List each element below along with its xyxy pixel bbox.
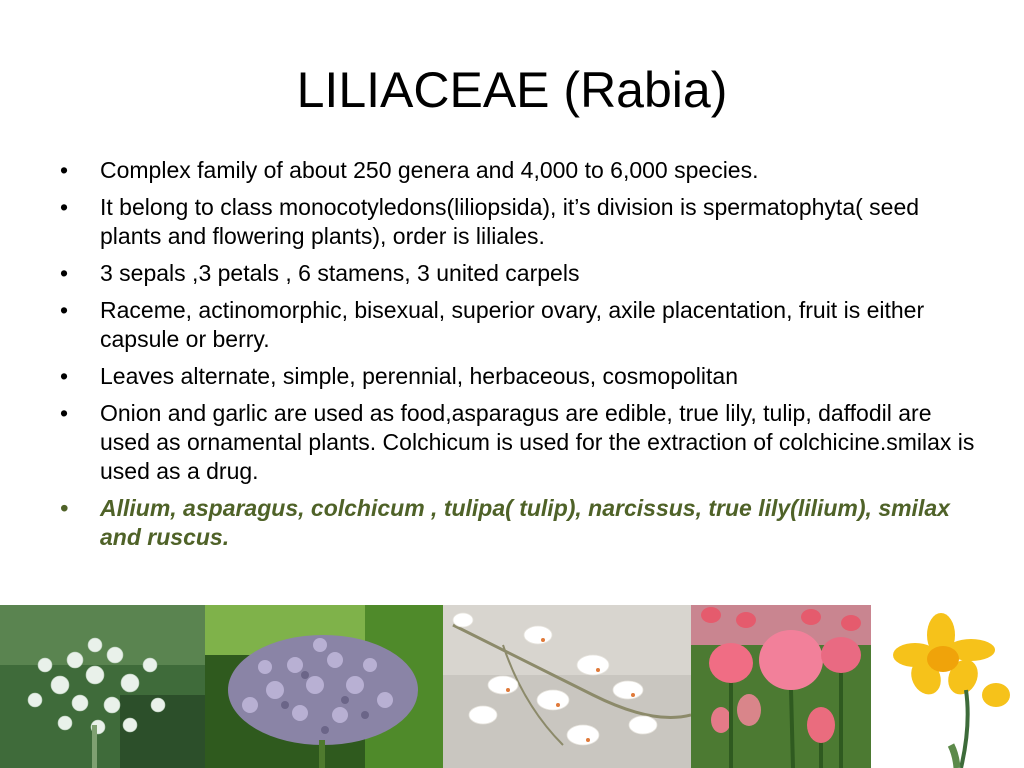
slide-title: LILIACEAE (Rabia) xyxy=(296,62,728,118)
photo-strip xyxy=(0,605,1024,768)
white-asparagus-flower-icon xyxy=(443,605,691,768)
bullet-item xyxy=(56,362,976,391)
bullet-item-highlight xyxy=(56,494,976,552)
bullet-text: Onion and garlic are used as food,asparagus are edible, true lily, tulip, daffodil are used as ornamental plants. Colchicum is used for the extraction of colchicine.smilax is used as a drug. xyxy=(100,400,975,484)
bullet-item xyxy=(56,259,976,288)
bullet-symbol: • xyxy=(60,157,69,183)
bullet-text: Raceme, actinomorphic, bisexual, superior ovary, axile placentation, fruit is either capsule or berry. xyxy=(100,297,925,352)
bullet-symbol: • xyxy=(60,297,69,323)
white-allium-flower-icon xyxy=(0,605,205,768)
bullet-text: 3 sepals ,3 petals , 6 stamens, 3 united carpels xyxy=(100,260,580,286)
bullet-list xyxy=(56,156,976,560)
bullet-item xyxy=(56,296,976,354)
bullet-symbol: • xyxy=(60,400,69,426)
bullet-symbol: • xyxy=(60,194,69,220)
yellow-daffodil-icon xyxy=(871,605,1024,768)
purple-allium-flower-icon xyxy=(205,605,443,768)
bullet-text: Leaves alternate, simple, perennial, herbaceous, cosmopolitan xyxy=(100,363,738,389)
bullet-text: Complex family of about 250 genera and 4,000 to 6,000 species. xyxy=(100,157,759,183)
bullet-symbol: • xyxy=(60,363,69,389)
bullet-text-highlight: Allium, asparagus, colchicum , tulipa( tulip), narcissus, true lily(lilium), smilax and ruscus. xyxy=(100,495,950,550)
bullet-text: It belong to class monocotyledons(liliopsida), it’s division is spermatophyta( seed plants and flowering plants), order is liliales. xyxy=(100,194,920,249)
bullet-item xyxy=(56,156,976,185)
bullet-symbol: • xyxy=(60,260,69,286)
bullet-item xyxy=(56,399,976,486)
bullet-item xyxy=(56,193,976,251)
pink-tulips-icon xyxy=(691,605,871,768)
bullet-symbol: • xyxy=(60,495,69,521)
